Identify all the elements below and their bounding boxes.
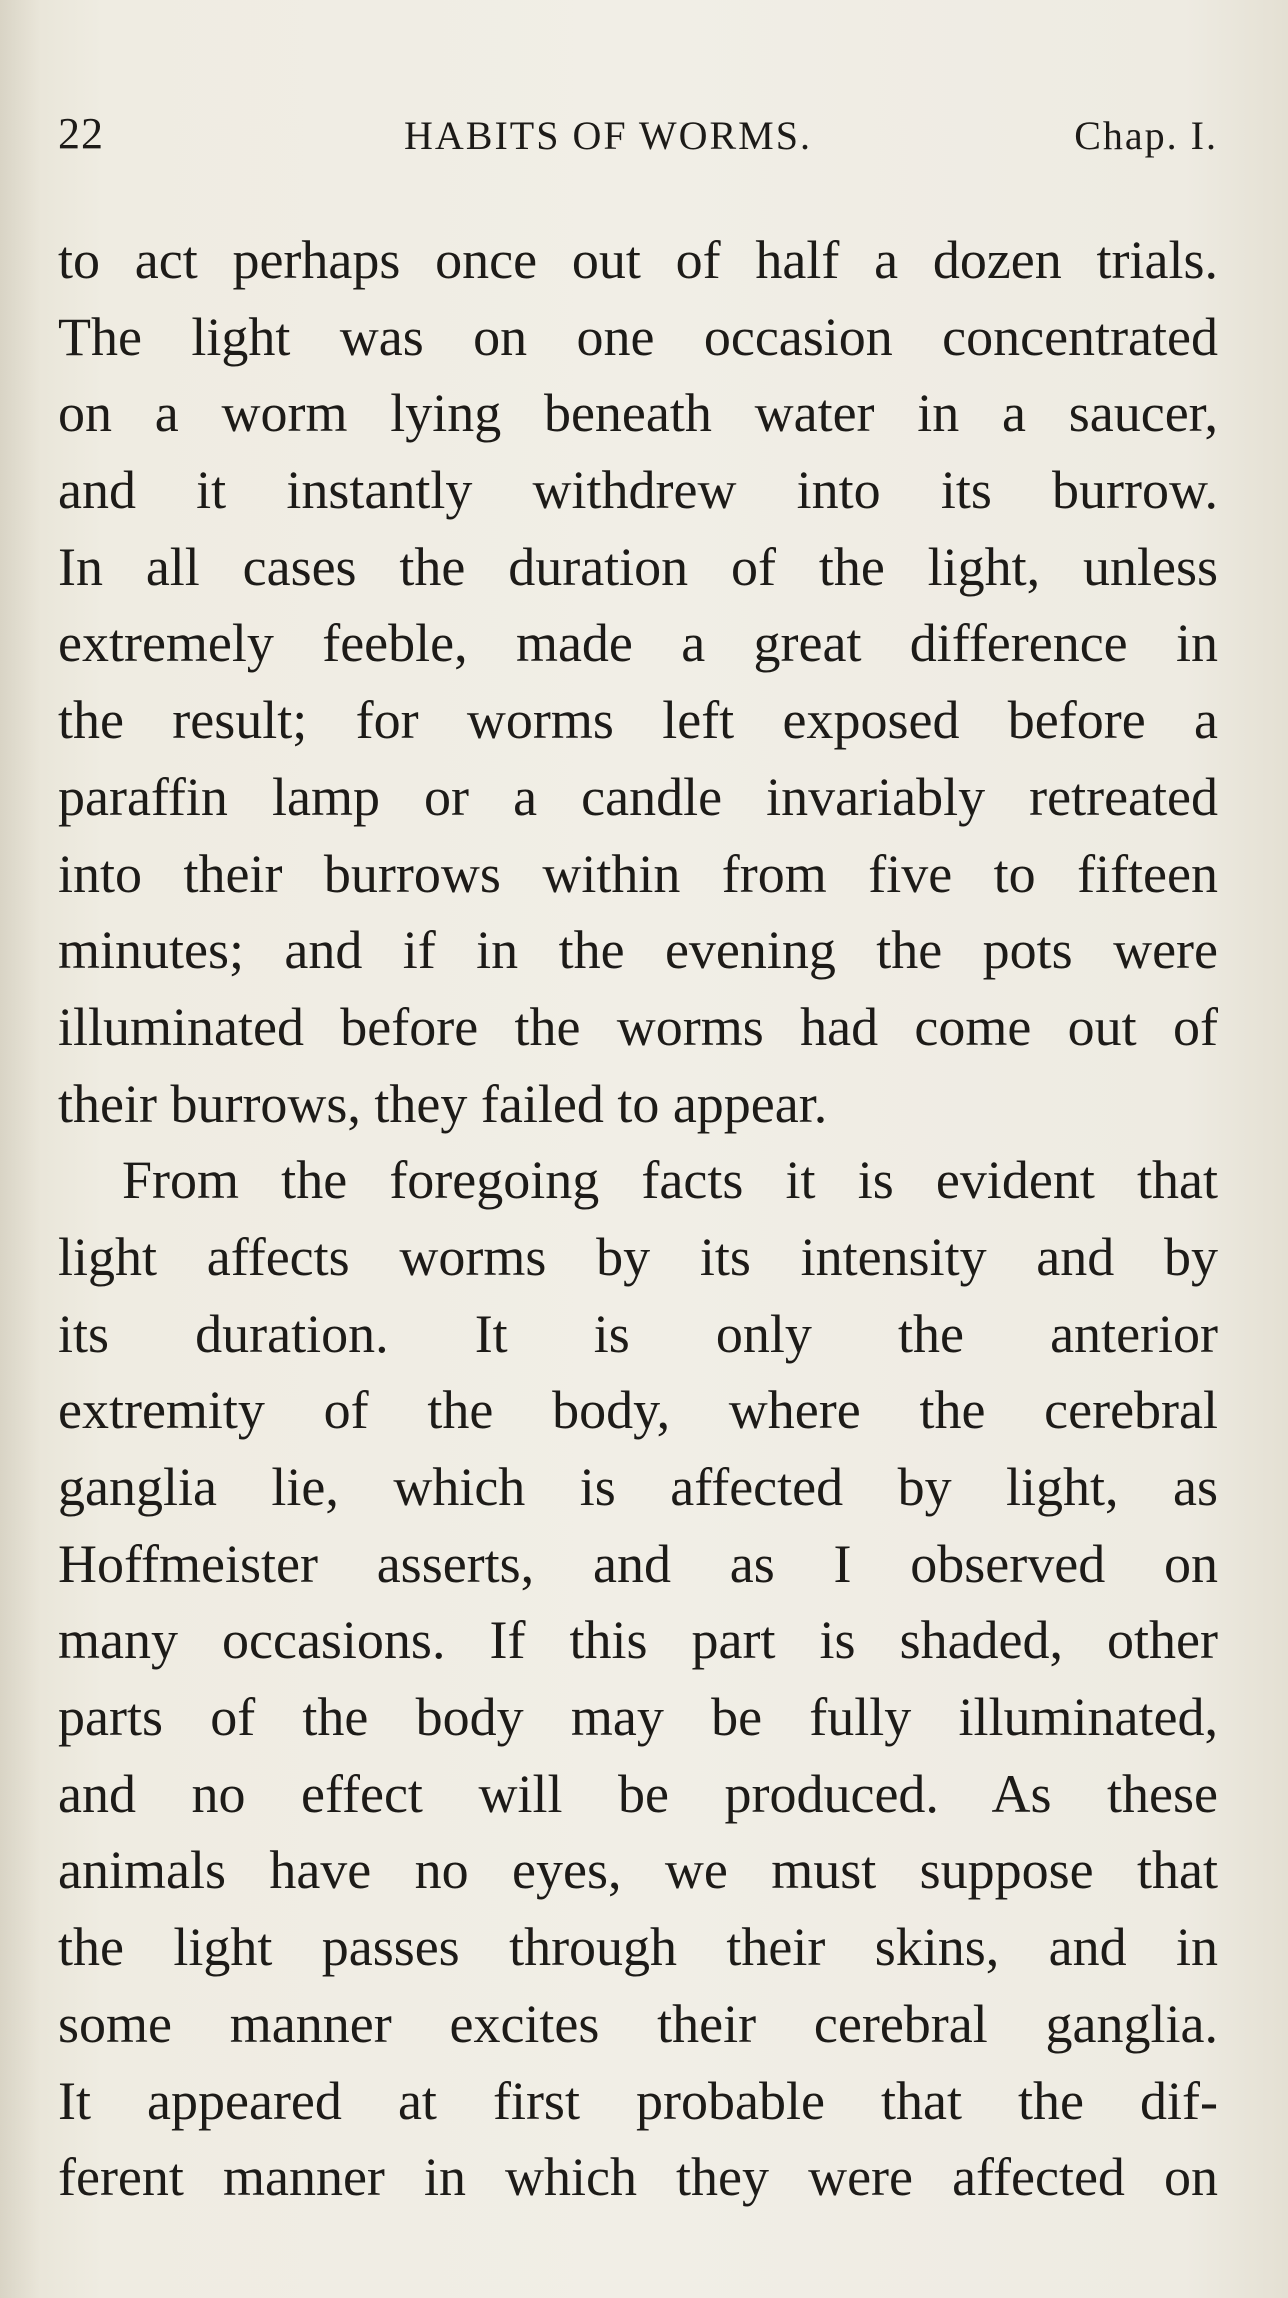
page-number: 22 [58, 109, 104, 158]
text-line: Hoffmeister asserts, and as I observed on [58, 1533, 1218, 1594]
page-gutter-shadow [0, 0, 40, 2298]
text-line: minutes; and if in the evening the pots were [58, 920, 1218, 981]
text-line: parts of the body may be fully illuminated, [58, 1687, 1218, 1748]
text-line: the result; for worms left exposed before a [58, 690, 1218, 751]
text-line: The light was on one occasion concentrated [58, 306, 1218, 367]
text-line: light affects worms by its intensity and by [58, 1226, 1218, 1287]
text-line: In all cases the duration of the light, unless [58, 536, 1218, 597]
running-title: HABITS OF WORMS. [404, 113, 812, 158]
page-header [58, 108, 1218, 168]
chapter-label: Chap. I. [1074, 113, 1218, 158]
text-line: It appeared at first probable that the dif- [58, 2070, 1218, 2131]
text-line: ferent manner in which they were affected on [58, 2147, 1218, 2208]
text-line: the light passes through their skins, and in [58, 1917, 1218, 1978]
text-line: illuminated before the worms had come out of [58, 996, 1218, 1057]
text-line: and no effect will be produced. As these [58, 1763, 1218, 1824]
text-line: their burrows, they failed to appear. [58, 1073, 828, 1134]
text-line: and it instantly withdrew into its burrow. [58, 460, 1218, 521]
text-line: into their burrows within from five to fifteen [58, 843, 1218, 904]
text-line: its duration. It is only the anterior [58, 1303, 1218, 1364]
text-line: extremely feeble, made a great difference in [58, 613, 1218, 674]
paragraph-start-line: From the foregoing facts it is evident that [122, 1150, 1218, 1211]
text-line: some manner excites their cerebral ganglia. [58, 1993, 1218, 2054]
text-line: animals have no eyes, we must suppose that [58, 1840, 1218, 1901]
text-line: many occasions. If this part is shaded, other [58, 1610, 1218, 1671]
body-text [58, 222, 1218, 2216]
text-line: to act perhaps once out of half a dozen trials. [58, 230, 1218, 290]
text-line: on a worm lying beneath water in a saucer, [58, 383, 1218, 444]
text-line: ganglia lie, which is affected by light, as [58, 1457, 1218, 1517]
text-line: extremity of the body, where the cerebral [58, 1380, 1218, 1441]
text-line: paraffin lamp or a candle invariably retreated [58, 766, 1218, 827]
